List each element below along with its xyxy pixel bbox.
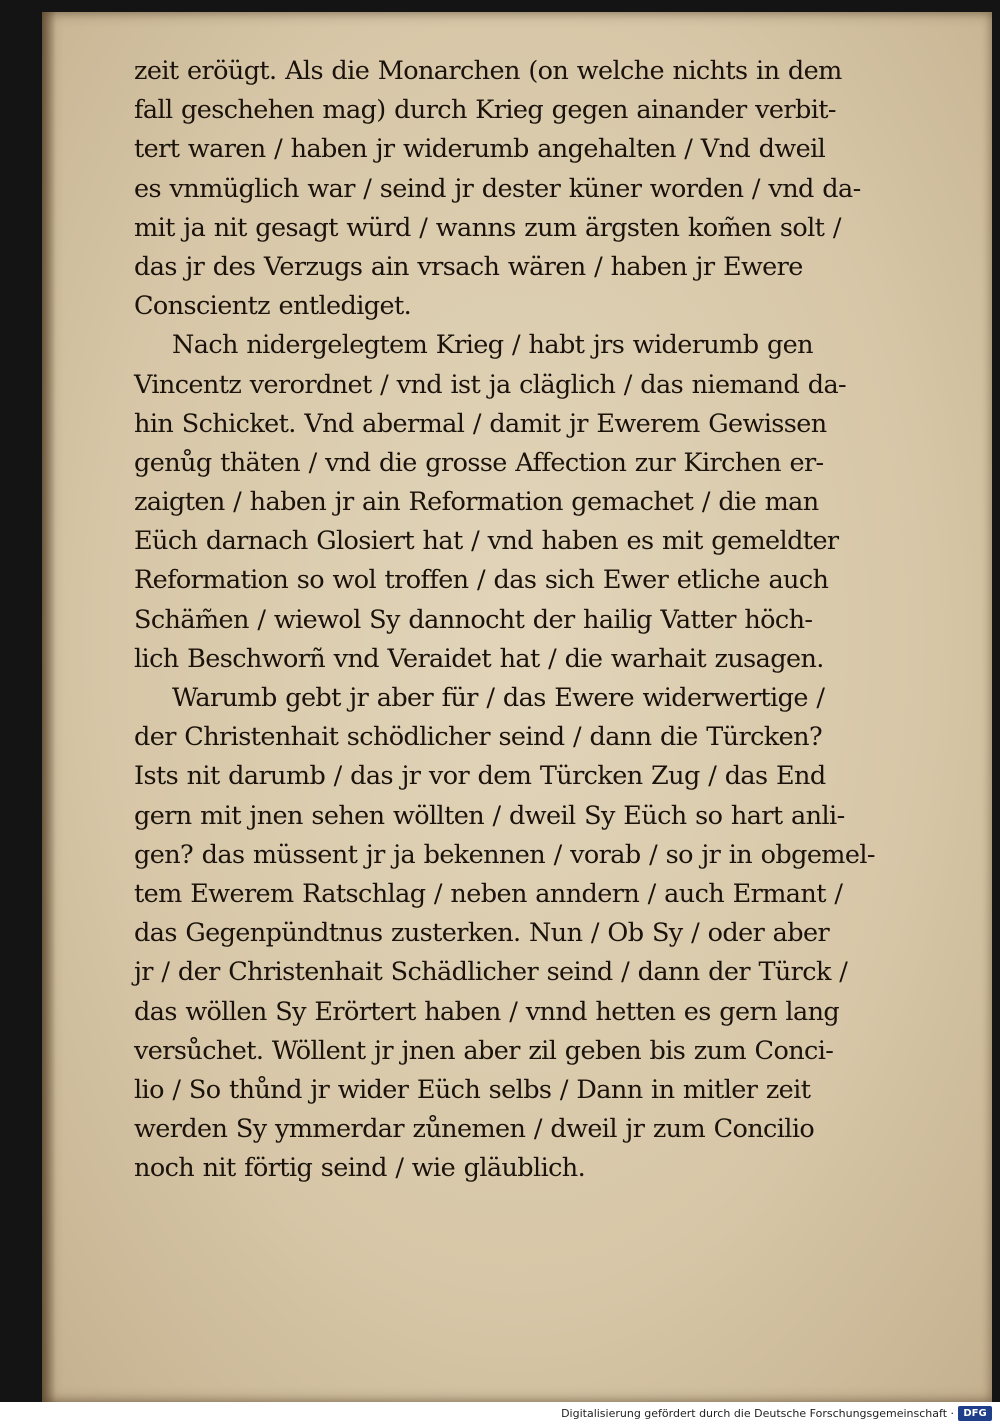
page-text (134, 52, 944, 1188)
text-line: zeit eröügt. Als die Monarchen (on welche nichts in dem (134, 56, 842, 86)
text-line: Vincentz verordnet / vnd ist ja cläglich / das niemand da- (134, 369, 847, 400)
text-line: lio / So thůnd jr wider Eüch selbs / Dann in mitler zeit (134, 1074, 811, 1105)
text-line: das Gegenpündtnus zusterken. Nun / Ob Sy / oder aber (134, 918, 830, 949)
book-page (42, 12, 992, 1402)
text-line: das jr des Verzugs ain vrsach wären / haben jr Ewere (134, 251, 803, 282)
text-line: Ists nit darumb / das jr vor dem Türcken Zug / das End (134, 761, 826, 792)
funding-credit: Digitalisierung gefördert durch die Deutsche Forschungsgemeinschaft · (561, 1407, 954, 1420)
dfg-logo[interactable]: DFG (958, 1406, 992, 1421)
text-line: hin Schicket. Vnd abermal / damit jr Ewerem Gewissen (134, 408, 827, 439)
text-line: werden Sy ymmerdar zůnemen / dweil jr zum Concilio (134, 1114, 815, 1145)
text-line: mit ja nit gesagt würd / wanns zum ärgsten kom̃en solt / (134, 212, 841, 243)
page-gutter-shadow (42, 12, 56, 1402)
paragraph-start-line: Warumb gebt jr aber für / das Ewere widerwertige / (172, 683, 825, 713)
text-line: gen? das müssent jr ja bekennen / vorab / so jr in obgemel- (134, 839, 875, 870)
text-line: Schäm̃en / wiewol Sy dannocht der hailig Vatter höch- (134, 604, 813, 635)
text-line: zaigten / haben jr ain Reformation gemachet / die man (134, 487, 819, 518)
text-line: es vnmüglich war / seind jr dester küner worden / vnd da- (134, 173, 861, 204)
footer-bar (0, 1402, 1000, 1426)
text-line: Eüch darnach Glosiert hat / vnd haben es mit gemeldter (134, 526, 839, 557)
text-line: tem Ewerem Ratschlag / neben anndern / auch Ermant / (134, 878, 843, 909)
text-line: lich Beschworñ vnd Veraidet hat / die warhait zusagen. (134, 643, 824, 674)
text-line: das wöllen Sy Erörtert haben / vnnd hetten es gern lang (134, 996, 840, 1027)
text-line: gern mit jnen sehen wöllten / dweil Sy Eüch so hart anli- (134, 800, 845, 831)
text-line: der Christenhait schödlicher seind / dann die Türcken? (134, 722, 823, 753)
text-line: jr / der Christenhait Schädlicher seind / dann der Türck / (134, 957, 848, 988)
text-line: noch nit förtig seind / wie gläublich. (134, 1153, 586, 1184)
text-line: Reformation so wol troffen / das sich Ewer etliche auch (134, 565, 829, 596)
text-line: fall geschehen mag) durch Krieg gegen ainander verbit- (134, 95, 836, 126)
paragraph-start-line: Nach nidergelegtem Krieg / habt jrs widerumb gen (172, 330, 813, 361)
text-line: versůchet. Wöllent jr jnen aber zil geben bis zum Conci- (134, 1035, 834, 1066)
text-line: tert waren / haben jr widerumb angehalten / Vnd dweil (134, 134, 826, 165)
text-line: Conscientz entlediget. (134, 291, 412, 322)
text-line: genůg thäten / vnd die grosse Affection zur Kirchen er- (134, 447, 824, 478)
